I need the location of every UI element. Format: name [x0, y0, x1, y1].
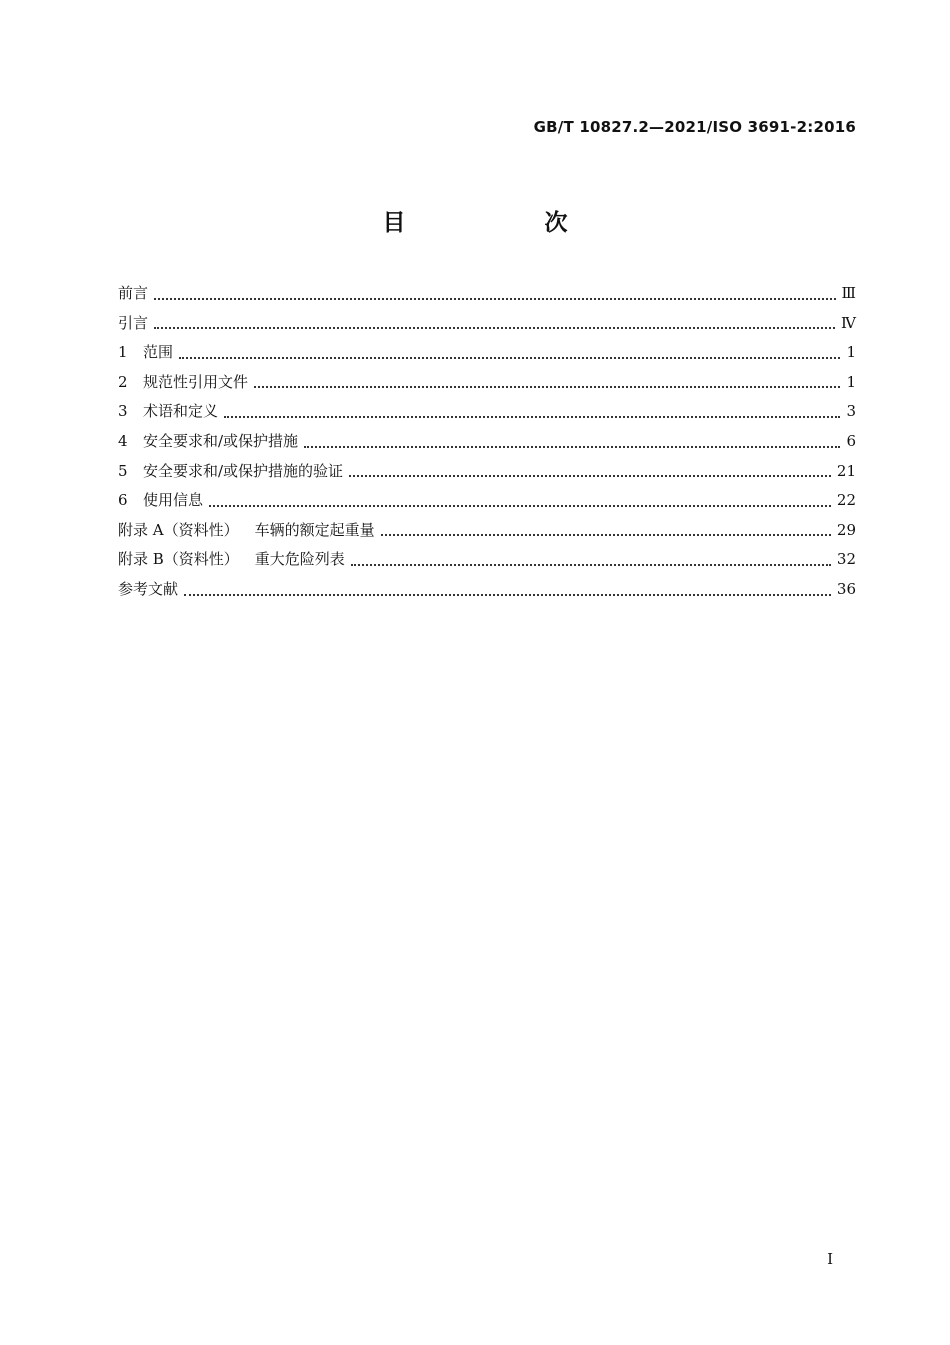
- toc-entry-page: 1: [846, 372, 856, 391]
- toc-entry-label: 附录 A（资料性） 车辆的额定起重量: [118, 520, 375, 539]
- dot-leader: [154, 326, 835, 329]
- toc-entry-terms-definitions[interactable]: [118, 397, 856, 427]
- dot-leader: [381, 533, 831, 536]
- dot-leader: [254, 385, 840, 388]
- standard-code: GB/T 10827.2—2021/ISO 3691-2:2016: [533, 118, 856, 136]
- toc-entry-label: 4 安全要求和/或保护措施: [118, 427, 304, 457]
- toc-entry-page: 3: [846, 402, 856, 421]
- toc-entry-page: 36: [836, 579, 856, 598]
- toc-entry-page: 21: [836, 461, 856, 480]
- toc-entry-label: 附录 B（资料性） 重大危险列表: [118, 550, 345, 569]
- toc-entry-safety-requirements[interactable]: [118, 427, 856, 457]
- toc-entry-label: 引言: [118, 313, 149, 332]
- toc-entry-information-for-use[interactable]: [118, 486, 856, 516]
- toc-entry-foreword[interactable]: [118, 279, 856, 309]
- toc-entry-label: 3 术语和定义: [118, 397, 224, 427]
- toc-entry-page: 22: [836, 491, 856, 510]
- toc-entry-normative-references[interactable]: [118, 368, 856, 398]
- toc-entry-bibliography[interactable]: [118, 575, 856, 605]
- toc-entry-label: 前言: [118, 284, 149, 302]
- toc-entry-scope[interactable]: [118, 338, 856, 368]
- toc-entry-label: 1 范围: [118, 338, 179, 368]
- toc-entry-number: 4: [118, 431, 128, 450]
- toc-entry-number: 5: [118, 461, 128, 480]
- toc-entry-annex-b[interactable]: [118, 545, 856, 575]
- toc-entry-page: 1: [846, 343, 856, 362]
- toc-entry-number: 1: [118, 343, 128, 362]
- toc-entry-annex-a[interactable]: [118, 516, 856, 546]
- toc-entry-label: 5 安全要求和/或保护措施的验证: [118, 457, 349, 487]
- toc-entry-number: 3: [118, 402, 128, 421]
- dot-leader: [154, 297, 836, 300]
- toc-entry-page: 32: [836, 550, 856, 569]
- toc-entry-page: 29: [836, 520, 856, 539]
- page-number: I: [827, 1250, 833, 1268]
- toc-entry-number: 2: [118, 372, 128, 391]
- dot-leader: [304, 445, 840, 448]
- dot-leader: [224, 415, 840, 418]
- toc-entry-page: 6: [846, 431, 856, 450]
- toc-entry-number: 6: [118, 491, 128, 510]
- table-of-contents: [118, 279, 856, 605]
- toc-entry-introduction[interactable]: [118, 309, 856, 339]
- toc-entry-label: 参考文献: [118, 579, 179, 598]
- toc-entry-page: Ⅲ: [841, 284, 856, 302]
- toc-entry-label: 2 规范性引用文件: [118, 368, 254, 398]
- toc-entry-label: 6 使用信息: [118, 486, 209, 516]
- toc-entry-page: Ⅳ: [841, 313, 856, 332]
- dot-leader: [184, 593, 831, 596]
- dot-leader: [179, 356, 840, 359]
- dot-leader: [349, 474, 831, 477]
- toc-entry-verification[interactable]: [118, 457, 856, 487]
- toc-title: 目 次: [382, 210, 626, 236]
- dot-leader: [209, 504, 831, 507]
- dot-leader: [351, 563, 831, 566]
